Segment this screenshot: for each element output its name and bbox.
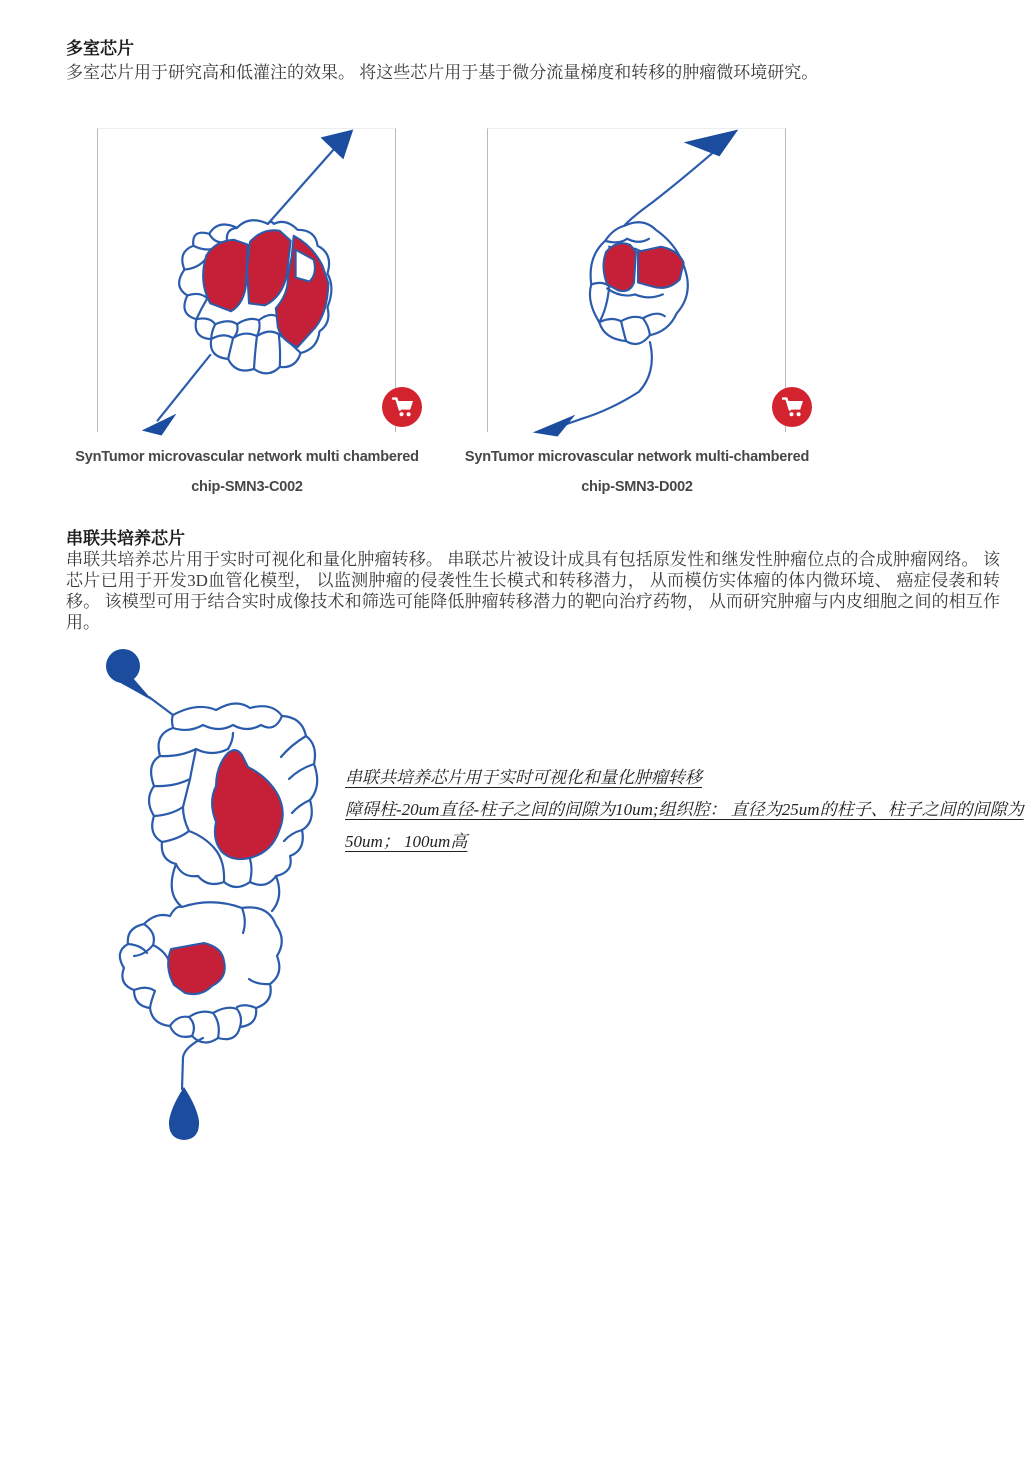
tandem-chip-figure: [85, 645, 330, 1155]
product-name: SynTumor microvascular network multi-chambered: [464, 449, 810, 465]
chip-annotation-line2: 障碍柱-20um直径-柱子之间的间隙为10um;组织腔： 直径为25um的柱子、柱子之间的间隙为50um； 100um高: [345, 800, 1024, 851]
section-multichamber-heading: 多室芯片: [66, 39, 134, 58]
add-to-cart-button[interactable]: [382, 387, 422, 427]
microvascular-network-illustration-c002: [98, 129, 395, 432]
shopping-cart-icon: [382, 387, 422, 427]
product-figure-smn3-c002[interactable]: [97, 128, 396, 432]
product-figure-smn3-d002[interactable]: [487, 128, 786, 432]
shopping-cart-icon: [772, 387, 812, 427]
product-code: chip-SMN3-D002: [581, 479, 693, 495]
product-code: chip-SMN3-C002: [191, 479, 303, 495]
tandem-network-illustration: [85, 645, 330, 1155]
section-tandem-heading: 串联共培养芯片: [66, 529, 185, 548]
chip-annotation: [345, 762, 1025, 858]
section-tandem-paragraph: 串联共培养芯片用于实时可视化和量化肿瘤转移。 串联芯片被设计成具有包括原发性和继发性肿瘤位点的合成肿瘤网络。 该芯片已用于开发3D血管化模型， 以监测肿瘤的侵袭性生长模式和转移潜力， 从而模仿实体瘤的体内微环境、 癌症侵袭和转移。 该模型可用于结合实时成像技术和筛选可能降低肿瘤转移潜力的靶向治疗药物， 从而研究肿瘤与内皮细胞之间的相互作用。: [66, 550, 1000, 632]
chip-annotation-line1: 串联共培养芯片用于实时可视化和量化肿瘤转移: [345, 768, 702, 787]
product-caption-c002: [57, 442, 437, 502]
product-name: SynTumor microvascular network multi chambered: [75, 449, 419, 465]
microvascular-network-illustration-d002: [488, 129, 785, 432]
section-multichamber-paragraph: 多室芯片用于研究高和低灌注的效果。 将这些芯片用于基于微分流量梯度和转移的肿瘤微环境研究。: [66, 63, 819, 82]
product-caption-d002: [447, 442, 827, 502]
add-to-cart-button[interactable]: [772, 387, 812, 427]
